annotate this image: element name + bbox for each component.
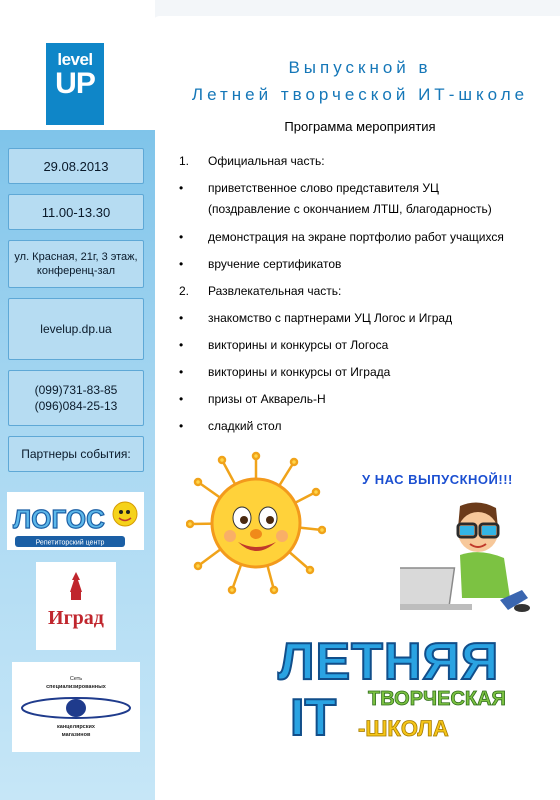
logos-sub: Репетиторский центр — [35, 539, 105, 547]
logos-name: ЛОГОС — [13, 504, 105, 534]
boy-laptop-illustration — [400, 500, 530, 625]
website-link[interactable]: levelup.dp.ua — [40, 322, 112, 336]
igrad-logo-graphic — [36, 562, 116, 650]
akvarel-logo — [12, 662, 140, 752]
address-line1: ул. Красная, 21г, 3 этаж, — [14, 251, 138, 263]
list-item: викторины и конкурсы от Логоса — [208, 338, 389, 352]
time-box — [8, 194, 144, 230]
igrad-name: Иград — [48, 607, 104, 629]
list-marker: 2. — [179, 284, 190, 298]
date-box — [8, 148, 144, 184]
list-marker: • — [179, 230, 184, 244]
phone-box — [8, 370, 144, 426]
event-title-line1: Выпускной в — [288, 58, 432, 77]
list-item: Официальная часть: — [208, 154, 325, 168]
akvarel-line1: Сеть — [69, 676, 83, 682]
list-item: вручение сертификатов — [208, 257, 342, 271]
poster-word-creative: ТВОРЧЕСКАЯ — [368, 688, 506, 710]
address-line2: конференц-зал — [36, 265, 116, 277]
logos-logo — [7, 492, 144, 550]
partners-label-box — [8, 436, 144, 472]
partners-label: Партнеры события: — [21, 447, 131, 461]
logo-line2: UP — [55, 67, 95, 100]
poster-word-it: IT — [290, 689, 337, 747]
level-up-logo — [46, 43, 104, 125]
list-marker: • — [179, 311, 184, 325]
list-marker: • — [179, 419, 184, 433]
poster-word-school: -ШКОЛА — [358, 716, 449, 741]
logos-logo-graphic — [7, 492, 144, 550]
list-item: викторины и конкурсы от Играда — [208, 365, 391, 379]
list-item: призы от Акварель-Н — [208, 392, 326, 406]
address-box — [8, 240, 144, 288]
list-marker: • — [179, 392, 184, 406]
list-marker: • — [179, 338, 184, 352]
header-tab — [152, 16, 560, 40]
list-item: приветственное слово представителя УЦ — [208, 181, 439, 195]
phone-2: (096)084-25-13 — [34, 399, 118, 413]
list-marker: • — [179, 365, 184, 379]
phone-1: (099)731-83-85 — [34, 383, 118, 397]
list-marker: • — [179, 257, 184, 271]
program-heading: Программа мероприятия — [284, 119, 436, 134]
list-item: знакомство с партнерами УЦ Логос и Иград — [208, 311, 453, 325]
event-title-line2: Летней творческой ИТ-школе — [191, 85, 529, 104]
akvarel-line3: канцелярских — [57, 724, 95, 730]
slogan: У НАС ВЫПУСКНОЙ!!! — [362, 472, 513, 487]
akvarel-line4: магазинов — [61, 732, 91, 738]
event-date: 29.08.2013 — [43, 158, 109, 174]
logo-line1: level — [57, 50, 93, 69]
event-time: 11.00-13.30 — [41, 204, 111, 220]
list-item: демонстрация на экране портфолио работ учащихся — [208, 230, 504, 244]
igrad-logo — [36, 562, 116, 650]
list-marker: 1. — [179, 154, 190, 168]
poster-word-summer: ЛЕТНЯЯ — [278, 633, 500, 691]
akvarel-logo-graphic — [12, 662, 140, 752]
list-item: Развлекательная часть: — [208, 284, 342, 298]
list-marker: • — [179, 181, 184, 195]
akvarel-line2: специализированных — [46, 684, 106, 690]
sun-illustration — [186, 448, 326, 598]
list-item: сладкий стол — [208, 419, 282, 433]
list-item: (поздравление с окончанием ЛТШ, благодарность) — [208, 202, 492, 216]
website-box — [8, 298, 144, 360]
